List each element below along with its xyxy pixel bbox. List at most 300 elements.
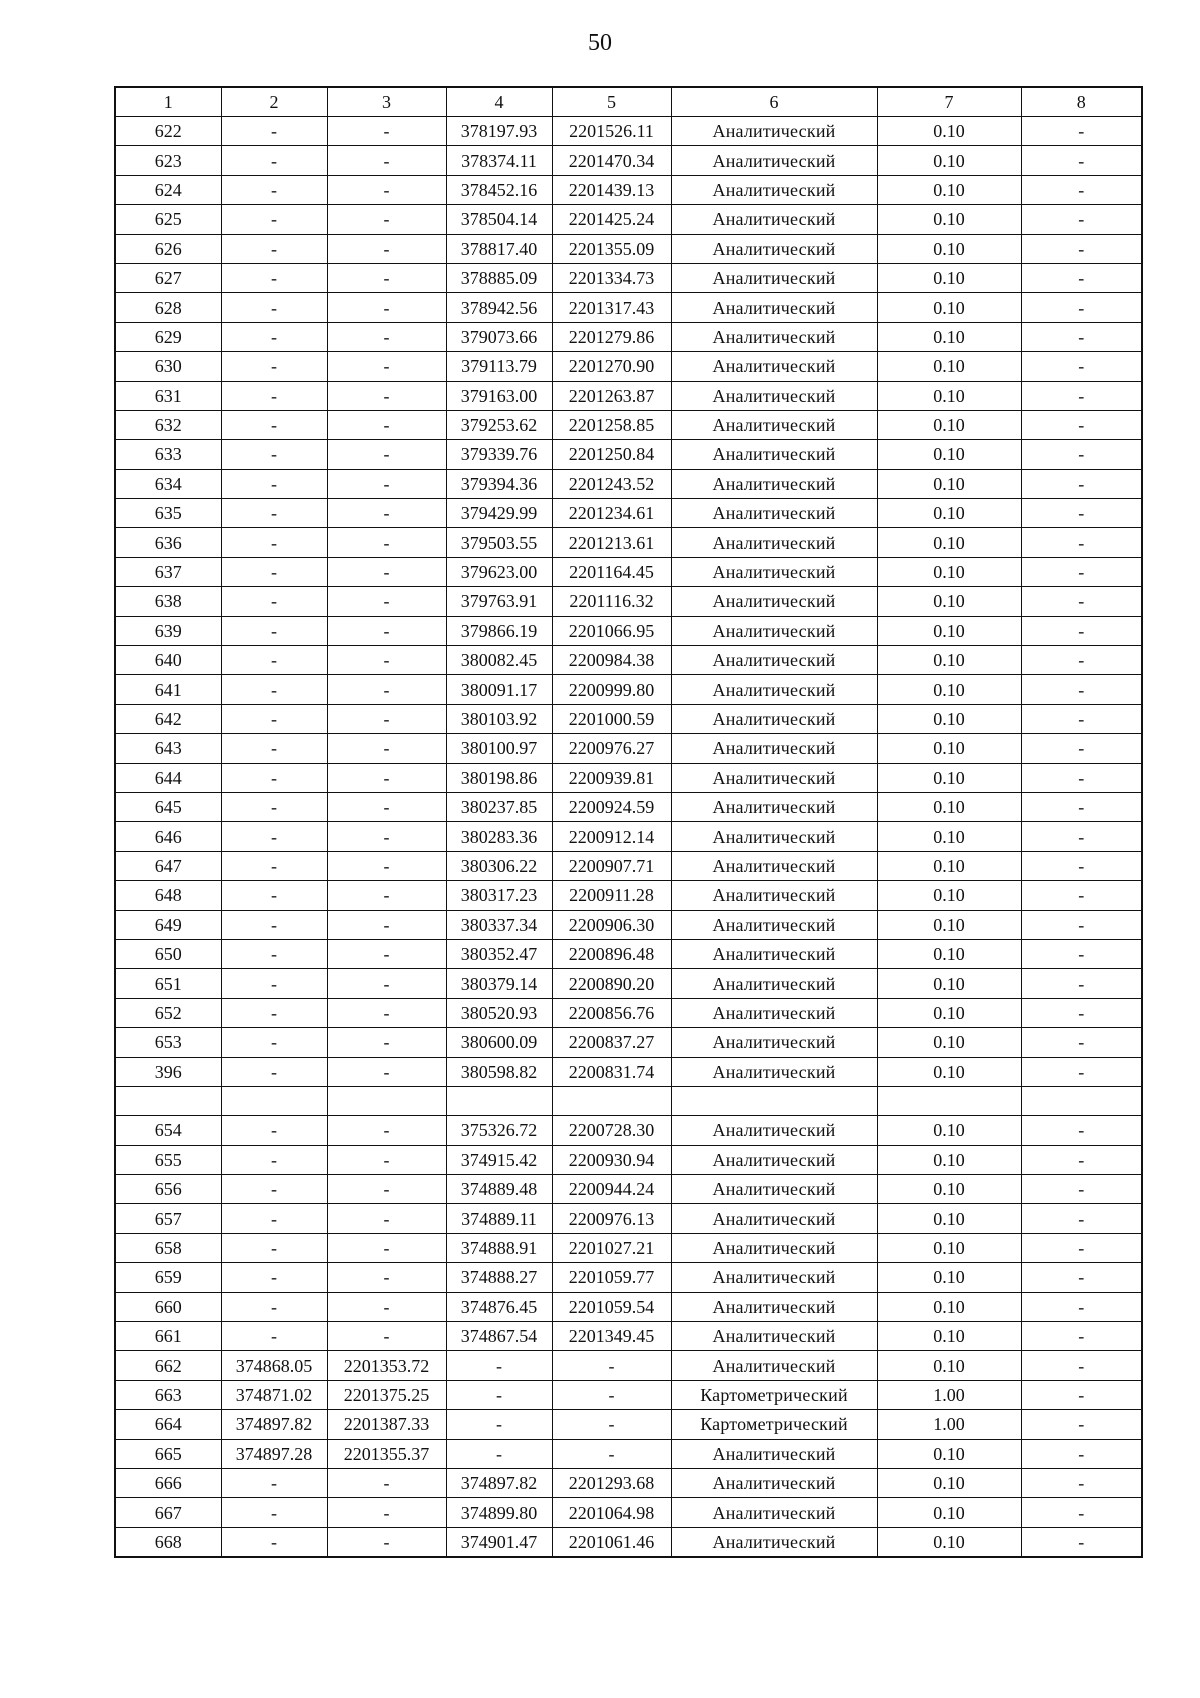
- cell-accuracy: 0.10: [877, 1263, 1021, 1292]
- cell-method: Аналитический: [671, 646, 877, 675]
- cell-method: Аналитический: [671, 792, 877, 821]
- table-header: [115, 87, 1142, 117]
- cell-method: Аналитический: [671, 1322, 877, 1351]
- cell-method: Аналитический: [671, 1204, 877, 1233]
- cell-x-coordinate-b: 379073.66: [446, 322, 552, 351]
- cell-x-coordinate-b: 379394.36: [446, 469, 552, 498]
- cell-method: Аналитический: [671, 293, 877, 322]
- cell-x-coordinate-b: 374888.91: [446, 1233, 552, 1262]
- cell-note: -: [1021, 1204, 1142, 1233]
- cell-accuracy: 0.10: [877, 939, 1021, 968]
- cell-point-number: 654: [115, 1116, 221, 1145]
- cell-x-coordinate-b: 374876.45: [446, 1292, 552, 1321]
- table-row: [115, 704, 1142, 733]
- cell-y-coordinate-b: 2200939.81: [552, 763, 671, 792]
- cell-x-coordinate-a: -: [221, 410, 327, 439]
- cell-x-coordinate-a: -: [221, 851, 327, 880]
- table-row: [115, 1322, 1142, 1351]
- cell-y-coordinate-b: 2200837.27: [552, 1028, 671, 1057]
- cell-point-number: 627: [115, 263, 221, 292]
- cell-y-coordinate-a: -: [327, 1116, 446, 1145]
- cell-x-coordinate-b: 374888.27: [446, 1263, 552, 1292]
- cell-note: -: [1021, 792, 1142, 821]
- cell-x-coordinate-a: -: [221, 1116, 327, 1145]
- cell-point-number: 636: [115, 528, 221, 557]
- cell-y-coordinate-b: 2201234.61: [552, 499, 671, 528]
- cell-note: -: [1021, 293, 1142, 322]
- cell-y-coordinate-a: -: [327, 352, 446, 381]
- cell-y-coordinate-b: 2201000.59: [552, 704, 671, 733]
- cell-point-number: 642: [115, 704, 221, 733]
- cell-x-coordinate-a: -: [221, 146, 327, 175]
- column-header: 3: [327, 87, 446, 117]
- cell-y-coordinate-a: -: [327, 1057, 446, 1086]
- cell-method: Аналитический: [671, 322, 877, 351]
- cell-x-coordinate-b: 380520.93: [446, 998, 552, 1027]
- cell-y-coordinate-a: -: [327, 117, 446, 146]
- cell-x-coordinate-b: 380198.86: [446, 763, 552, 792]
- table-row: [115, 205, 1142, 234]
- cell-note: -: [1021, 822, 1142, 851]
- cell-method: [671, 1086, 877, 1115]
- cell-accuracy: 0.10: [877, 1527, 1021, 1557]
- cell-method: Аналитический: [671, 881, 877, 910]
- cell-note: -: [1021, 910, 1142, 939]
- cell-x-coordinate-a: -: [221, 1292, 327, 1321]
- cell-note: -: [1021, 1175, 1142, 1204]
- cell-y-coordinate-b: 2201059.54: [552, 1292, 671, 1321]
- cell-x-coordinate-b: 380352.47: [446, 939, 552, 968]
- cell-x-coordinate-a: -: [221, 1263, 327, 1292]
- cell-x-coordinate-a: -: [221, 352, 327, 381]
- cell-accuracy: 0.10: [877, 1028, 1021, 1057]
- cell-note: [1021, 1086, 1142, 1115]
- cell-method: Аналитический: [671, 910, 877, 939]
- table-row: [115, 1468, 1142, 1497]
- cell-accuracy: 0.10: [877, 1145, 1021, 1174]
- cell-point-number: 645: [115, 792, 221, 821]
- cell-y-coordinate-b: 2201279.86: [552, 322, 671, 351]
- cell-x-coordinate-a: -: [221, 998, 327, 1027]
- cell-y-coordinate-b: 2201061.46: [552, 1527, 671, 1557]
- cell-y-coordinate-b: 2200912.14: [552, 822, 671, 851]
- cell-x-coordinate-b: 380237.85: [446, 792, 552, 821]
- cell-x-coordinate-a: -: [221, 910, 327, 939]
- cell-x-coordinate-a: -: [221, 263, 327, 292]
- table-row: [115, 1498, 1142, 1527]
- cell-x-coordinate-b: 380598.82: [446, 1057, 552, 1086]
- cell-x-coordinate-b: 374867.54: [446, 1322, 552, 1351]
- cell-point-number: 635: [115, 499, 221, 528]
- cell-y-coordinate-b: 2200856.76: [552, 998, 671, 1027]
- cell-x-coordinate-b: 379503.55: [446, 528, 552, 557]
- column-header: 7: [877, 87, 1021, 117]
- cell-y-coordinate-b: 2201263.87: [552, 381, 671, 410]
- cell-note: -: [1021, 616, 1142, 645]
- cell-x-coordinate-a: 374868.05: [221, 1351, 327, 1380]
- cell-method: Аналитический: [671, 352, 877, 381]
- cell-y-coordinate-a: -: [327, 293, 446, 322]
- cell-y-coordinate-a: [327, 1086, 446, 1115]
- table-row: [115, 234, 1142, 263]
- cell-method: Аналитический: [671, 263, 877, 292]
- table-row: [115, 175, 1142, 204]
- cell-accuracy: 0.10: [877, 851, 1021, 880]
- cell-x-coordinate-b: 374899.80: [446, 1498, 552, 1527]
- table-row: [115, 1439, 1142, 1468]
- cell-y-coordinate-b: 2200999.80: [552, 675, 671, 704]
- cell-y-coordinate-b: 2201066.95: [552, 616, 671, 645]
- cell-x-coordinate-a: -: [221, 205, 327, 234]
- cell-note: -: [1021, 146, 1142, 175]
- cell-y-coordinate-b: 2201349.45: [552, 1322, 671, 1351]
- cell-accuracy: 0.10: [877, 969, 1021, 998]
- cell-method: Картометрический: [671, 1380, 877, 1409]
- cell-note: -: [1021, 381, 1142, 410]
- cell-point-number: 648: [115, 881, 221, 910]
- cell-x-coordinate-b: [446, 1086, 552, 1115]
- cell-x-coordinate-b: 380103.92: [446, 704, 552, 733]
- cell-note: -: [1021, 587, 1142, 616]
- table-row: [115, 117, 1142, 146]
- cell-method: Аналитический: [671, 704, 877, 733]
- cell-accuracy: 0.10: [877, 1292, 1021, 1321]
- cell-y-coordinate-b: 2200976.13: [552, 1204, 671, 1233]
- cell-point-number: 660: [115, 1292, 221, 1321]
- table-row: [115, 410, 1142, 439]
- cell-note: -: [1021, 1233, 1142, 1262]
- column-header: 2: [221, 87, 327, 117]
- cell-method: Аналитический: [671, 117, 877, 146]
- table-row: [115, 969, 1142, 998]
- cell-x-coordinate-a: [221, 1086, 327, 1115]
- cell-y-coordinate-a: -: [327, 440, 446, 469]
- cell-method: Аналитический: [671, 1498, 877, 1527]
- cell-method: Аналитический: [671, 1116, 877, 1145]
- cell-point-number: [115, 1086, 221, 1115]
- cell-y-coordinate-a: -: [327, 763, 446, 792]
- cell-y-coordinate-a: -: [327, 234, 446, 263]
- cell-accuracy: 0.10: [877, 1204, 1021, 1233]
- cell-point-number: 659: [115, 1263, 221, 1292]
- cell-method: Аналитический: [671, 1175, 877, 1204]
- cell-y-coordinate-a: -: [327, 969, 446, 998]
- cell-note: -: [1021, 1498, 1142, 1527]
- cell-point-number: 634: [115, 469, 221, 498]
- cell-y-coordinate-a: -: [327, 1498, 446, 1527]
- cell-x-coordinate-b: 374897.82: [446, 1468, 552, 1497]
- cell-method: Аналитический: [671, 1351, 877, 1380]
- table-row: [115, 293, 1142, 322]
- cell-x-coordinate-a: -: [221, 646, 327, 675]
- cell-note: -: [1021, 1116, 1142, 1145]
- cell-y-coordinate-a: 2201355.37: [327, 1439, 446, 1468]
- cell-x-coordinate-a: -: [221, 234, 327, 263]
- table-row: [115, 1292, 1142, 1321]
- table-row: [115, 939, 1142, 968]
- cell-point-number: 653: [115, 1028, 221, 1057]
- table-row: [115, 998, 1142, 1027]
- cell-y-coordinate-b: -: [552, 1439, 671, 1468]
- cell-x-coordinate-a: -: [221, 587, 327, 616]
- cell-method: Аналитический: [671, 528, 877, 557]
- cell-x-coordinate-a: -: [221, 822, 327, 851]
- cell-y-coordinate-a: -: [327, 175, 446, 204]
- column-header: 8: [1021, 87, 1142, 117]
- cell-point-number: 626: [115, 234, 221, 263]
- cell-point-number: 632: [115, 410, 221, 439]
- cell-point-number: 663: [115, 1380, 221, 1409]
- table-row: [115, 1086, 1142, 1115]
- cell-method: Аналитический: [671, 1468, 877, 1497]
- cell-y-coordinate-a: -: [327, 939, 446, 968]
- cell-x-coordinate-a: -: [221, 1145, 327, 1174]
- cell-method: Аналитический: [671, 998, 877, 1027]
- cell-y-coordinate-a: 2201375.25: [327, 1380, 446, 1409]
- cell-y-coordinate-b: 2200728.30: [552, 1116, 671, 1145]
- cell-x-coordinate-a: -: [221, 792, 327, 821]
- cell-method: Аналитический: [671, 234, 877, 263]
- cell-accuracy: 0.10: [877, 822, 1021, 851]
- cell-method: Аналитический: [671, 410, 877, 439]
- cell-x-coordinate-b: 378885.09: [446, 263, 552, 292]
- cell-method: Аналитический: [671, 1527, 877, 1557]
- table-row: [115, 469, 1142, 498]
- cell-method: Аналитический: [671, 822, 877, 851]
- cell-note: -: [1021, 499, 1142, 528]
- cell-x-coordinate-b: 380337.34: [446, 910, 552, 939]
- cell-x-coordinate-b: 379763.91: [446, 587, 552, 616]
- table-row: [115, 352, 1142, 381]
- cell-x-coordinate-b: 379429.99: [446, 499, 552, 528]
- cell-method: Аналитический: [671, 851, 877, 880]
- cell-y-coordinate-a: -: [327, 528, 446, 557]
- cell-x-coordinate-a: -: [221, 557, 327, 586]
- cell-y-coordinate-a: 2201353.72: [327, 1351, 446, 1380]
- cell-point-number: 643: [115, 734, 221, 763]
- table-row: [115, 499, 1142, 528]
- cell-note: -: [1021, 352, 1142, 381]
- cell-accuracy: 0.10: [877, 792, 1021, 821]
- cell-x-coordinate-a: -: [221, 1527, 327, 1557]
- cell-note: -: [1021, 734, 1142, 763]
- cell-accuracy: 0.10: [877, 881, 1021, 910]
- cell-note: -: [1021, 528, 1142, 557]
- cell-point-number: 652: [115, 998, 221, 1027]
- cell-y-coordinate-a: -: [327, 205, 446, 234]
- cell-note: -: [1021, 410, 1142, 439]
- cell-accuracy: 0.10: [877, 763, 1021, 792]
- cell-y-coordinate-b: 2201439.13: [552, 175, 671, 204]
- cell-note: -: [1021, 763, 1142, 792]
- cell-note: -: [1021, 1410, 1142, 1439]
- cell-note: -: [1021, 1057, 1142, 1086]
- cell-method: Аналитический: [671, 469, 877, 498]
- table-row: [115, 381, 1142, 410]
- cell-y-coordinate-b: 2201116.32: [552, 587, 671, 616]
- cell-x-coordinate-a: -: [221, 1204, 327, 1233]
- cell-x-coordinate-b: 380379.14: [446, 969, 552, 998]
- cell-x-coordinate-a: -: [221, 293, 327, 322]
- cell-x-coordinate-b: 379253.62: [446, 410, 552, 439]
- cell-x-coordinate-a: -: [221, 734, 327, 763]
- cell-note: -: [1021, 175, 1142, 204]
- cell-y-coordinate-b: 2200890.20: [552, 969, 671, 998]
- table-row: [115, 322, 1142, 351]
- table-row: [115, 557, 1142, 586]
- cell-accuracy: 0.10: [877, 440, 1021, 469]
- table-row: [115, 646, 1142, 675]
- cell-accuracy: 0.10: [877, 1498, 1021, 1527]
- table-row: [115, 587, 1142, 616]
- cell-point-number: 649: [115, 910, 221, 939]
- cell-point-number: 666: [115, 1468, 221, 1497]
- cell-x-coordinate-b: 374901.47: [446, 1527, 552, 1557]
- cell-x-coordinate-b: 378374.11: [446, 146, 552, 175]
- cell-x-coordinate-a: -: [221, 117, 327, 146]
- cell-point-number: 650: [115, 939, 221, 968]
- cell-x-coordinate-a: -: [221, 675, 327, 704]
- cell-point-number: 625: [115, 205, 221, 234]
- cell-accuracy: 0.10: [877, 1175, 1021, 1204]
- cell-point-number: 623: [115, 146, 221, 175]
- cell-accuracy: 0.10: [877, 1439, 1021, 1468]
- table-row: [115, 1175, 1142, 1204]
- cell-x-coordinate-a: -: [221, 528, 327, 557]
- cell-x-coordinate-b: 379339.76: [446, 440, 552, 469]
- cell-y-coordinate-a: -: [327, 410, 446, 439]
- cell-accuracy: 0.10: [877, 910, 1021, 939]
- cell-note: -: [1021, 704, 1142, 733]
- cell-x-coordinate-a: -: [221, 322, 327, 351]
- cell-x-coordinate-a: -: [221, 1057, 327, 1086]
- cell-x-coordinate-a: -: [221, 469, 327, 498]
- cell-method: Аналитический: [671, 1233, 877, 1262]
- cell-x-coordinate-a: -: [221, 704, 327, 733]
- cell-method: Аналитический: [671, 1057, 877, 1086]
- cell-x-coordinate-a: -: [221, 1175, 327, 1204]
- cell-accuracy: 0.10: [877, 998, 1021, 1027]
- cell-x-coordinate-a: -: [221, 1498, 327, 1527]
- cell-y-coordinate-b: 2200896.48: [552, 939, 671, 968]
- cell-point-number: 396: [115, 1057, 221, 1086]
- cell-x-coordinate-b: 379623.00: [446, 557, 552, 586]
- cell-y-coordinate-a: -: [327, 998, 446, 1027]
- cell-point-number: 629: [115, 322, 221, 351]
- cell-x-coordinate-b: 378942.56: [446, 293, 552, 322]
- cell-accuracy: 0.10: [877, 410, 1021, 439]
- cell-accuracy: 0.10: [877, 381, 1021, 410]
- cell-note: -: [1021, 205, 1142, 234]
- cell-note: -: [1021, 1439, 1142, 1468]
- cell-accuracy: 0.10: [877, 1233, 1021, 1262]
- cell-accuracy: 1.00: [877, 1410, 1021, 1439]
- cell-accuracy: 0.10: [877, 1468, 1021, 1497]
- cell-y-coordinate-b: 2200984.38: [552, 646, 671, 675]
- cell-x-coordinate-a: -: [221, 1028, 327, 1057]
- cell-accuracy: 0.10: [877, 175, 1021, 204]
- cell-note: -: [1021, 1380, 1142, 1409]
- cell-method: Аналитический: [671, 734, 877, 763]
- cell-accuracy: 0.10: [877, 263, 1021, 292]
- cell-x-coordinate-b: 380082.45: [446, 646, 552, 675]
- cell-accuracy: 0.10: [877, 646, 1021, 675]
- cell-y-coordinate-a: -: [327, 1527, 446, 1557]
- cell-y-coordinate-a: -: [327, 822, 446, 851]
- cell-y-coordinate-b: 2200907.71: [552, 851, 671, 880]
- cell-y-coordinate-a: -: [327, 1292, 446, 1321]
- cell-x-coordinate-b: 378197.93: [446, 117, 552, 146]
- cell-x-coordinate-b: 380600.09: [446, 1028, 552, 1057]
- cell-x-coordinate-a: 374897.28: [221, 1439, 327, 1468]
- cell-note: -: [1021, 646, 1142, 675]
- table-row: [115, 1263, 1142, 1292]
- cell-point-number: 631: [115, 381, 221, 410]
- cell-accuracy: 0.10: [877, 205, 1021, 234]
- cell-x-coordinate-a: -: [221, 381, 327, 410]
- cell-y-coordinate-a: -: [327, 263, 446, 292]
- cell-method: Аналитический: [671, 1439, 877, 1468]
- cell-x-coordinate-a: -: [221, 440, 327, 469]
- cell-method: Аналитический: [671, 1145, 877, 1174]
- cell-method: Аналитический: [671, 440, 877, 469]
- cell-y-coordinate-a: -: [327, 1204, 446, 1233]
- cell-y-coordinate-b: 2200924.59: [552, 792, 671, 821]
- cell-point-number: 637: [115, 557, 221, 586]
- cell-note: -: [1021, 939, 1142, 968]
- cell-y-coordinate-a: -: [327, 469, 446, 498]
- cell-accuracy: 0.10: [877, 1116, 1021, 1145]
- cell-method: Картометрический: [671, 1410, 877, 1439]
- table-row: [115, 1380, 1142, 1409]
- cell-x-coordinate-b: 380100.97: [446, 734, 552, 763]
- cell-y-coordinate-a: -: [327, 1028, 446, 1057]
- cell-method: Аналитический: [671, 587, 877, 616]
- cell-y-coordinate-a: -: [327, 851, 446, 880]
- cell-x-coordinate-b: 378817.40: [446, 234, 552, 263]
- cell-accuracy: 0.10: [877, 528, 1021, 557]
- cell-y-coordinate-b: -: [552, 1410, 671, 1439]
- cell-method: Аналитический: [671, 499, 877, 528]
- cell-method: Аналитический: [671, 1292, 877, 1321]
- cell-note: -: [1021, 1028, 1142, 1057]
- cell-x-coordinate-a: -: [221, 499, 327, 528]
- cell-note: -: [1021, 969, 1142, 998]
- cell-point-number: 647: [115, 851, 221, 880]
- cell-point-number: 656: [115, 1175, 221, 1204]
- column-header: 4: [446, 87, 552, 117]
- cell-y-coordinate-a: -: [327, 557, 446, 586]
- cell-note: -: [1021, 1292, 1142, 1321]
- cell-note: -: [1021, 1527, 1142, 1557]
- cell-point-number: 665: [115, 1439, 221, 1468]
- table-row: [115, 528, 1142, 557]
- cell-y-coordinate-b: -: [552, 1351, 671, 1380]
- cell-y-coordinate-a: -: [327, 1263, 446, 1292]
- cell-y-coordinate-a: -: [327, 322, 446, 351]
- cell-accuracy: 0.10: [877, 234, 1021, 263]
- cell-y-coordinate-b: 2201334.73: [552, 263, 671, 292]
- table-row: [115, 616, 1142, 645]
- cell-accuracy: 0.10: [877, 704, 1021, 733]
- cell-x-coordinate-a: -: [221, 175, 327, 204]
- cell-x-coordinate-b: -: [446, 1380, 552, 1409]
- cell-x-coordinate-b: 379866.19: [446, 616, 552, 645]
- cell-point-number: 644: [115, 763, 221, 792]
- table-row: [115, 1116, 1142, 1145]
- table-row: [115, 1028, 1142, 1057]
- cell-point-number: 646: [115, 822, 221, 851]
